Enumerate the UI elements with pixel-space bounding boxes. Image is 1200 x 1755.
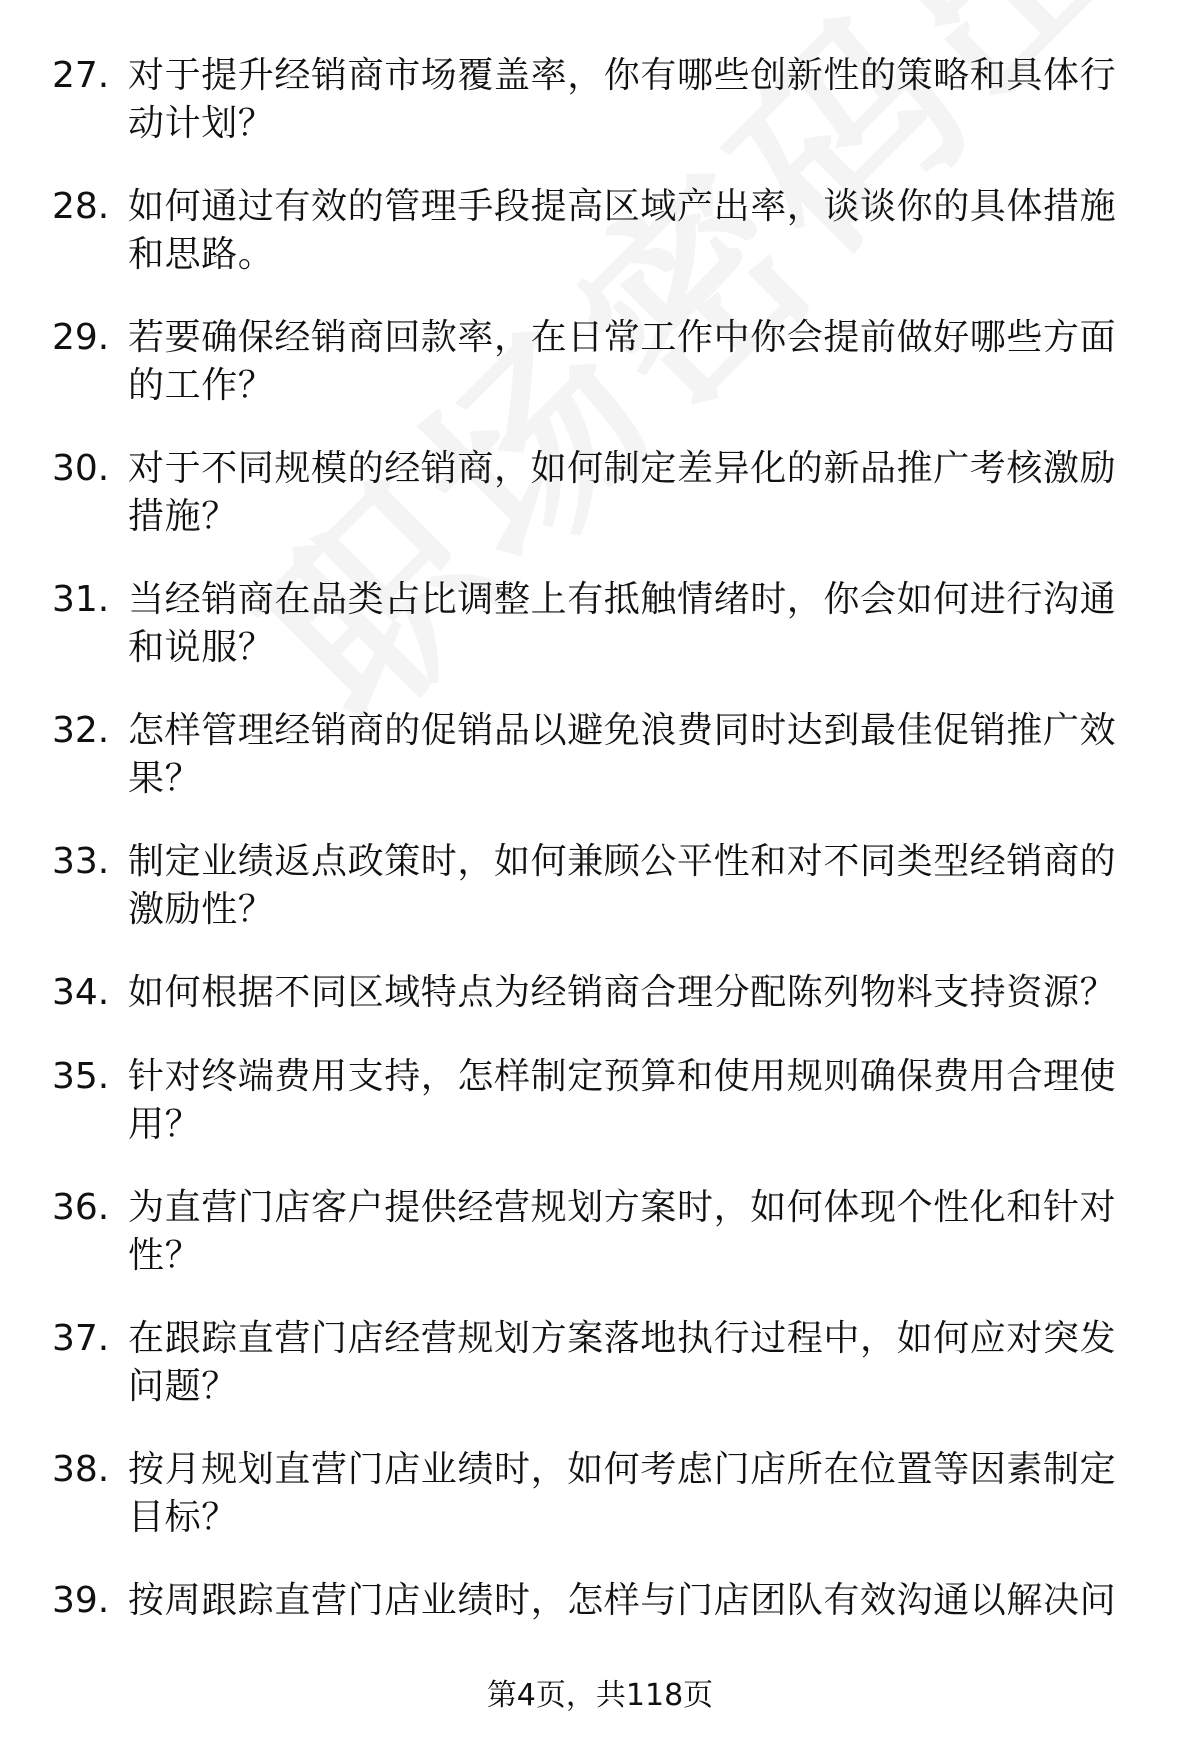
question-item [0, 445, 1200, 576]
question-item [0, 1577, 1200, 1661]
question-number: 30. [52, 448, 110, 489]
question-item [0, 1184, 1200, 1315]
question-number: 33. [52, 841, 110, 882]
question-item [0, 183, 1200, 314]
question-text: 对于提升经销商市场覆盖率，你有哪些创新性的策略和具体行动计划？ [128, 55, 1117, 144]
question-text: 对于不同规模的经销商，如何制定差异化的新品推广考核激励措施？ [128, 448, 1117, 537]
question-item [0, 969, 1200, 1053]
question-text: 针对终端费用支持，怎样制定预算和使用规则确保费用合理使用？ [128, 1056, 1117, 1145]
question-item [0, 314, 1200, 445]
question-text: 如何根据不同区域特点为经销商合理分配陈列物料支持资源？ [128, 972, 1117, 1013]
question-item [0, 707, 1200, 838]
question-text: 怎样管理经销商的促销品以避免浪费同时达到最佳促销推广效果？ [128, 710, 1117, 799]
question-text: 为直营门店客户提供经营规划方案时，如何体现个性化和针对性？ [128, 1187, 1117, 1276]
question-item [0, 838, 1200, 969]
question-item [0, 1053, 1200, 1184]
question-number: 36. [52, 1187, 110, 1228]
question-text: 当经销商在品类占比调整上有抵触情绪时，你会如何进行沟通和说服？ [128, 579, 1117, 668]
question-list [0, 52, 1200, 1661]
question-text: 若要确保经销商回款率，在日常工作中你会提前做好哪些方面的工作？ [128, 317, 1117, 406]
question-number: 29. [52, 317, 110, 358]
question-number: 37. [52, 1318, 110, 1359]
question-number: 32. [52, 710, 110, 751]
question-number: 35. [52, 1056, 110, 1097]
question-item [0, 52, 1200, 183]
page-footer: 第4页，共118页 [486, 1678, 714, 1713]
question-number: 39. [52, 1580, 110, 1621]
question-item [0, 576, 1200, 707]
question-number: 28. [52, 186, 110, 227]
question-item [0, 1315, 1200, 1446]
question-text: 制定业绩返点政策时，如何兼顾公平性和对不同类型经销商的激励性？ [128, 841, 1117, 930]
question-number: 31. [52, 579, 110, 620]
question-text: 按周跟踪直营门店业绩时，怎样与门店团队有效沟通以解决问 [128, 1580, 1117, 1621]
question-number: 27. [52, 55, 110, 96]
question-text: 在跟踪直营门店经营规划方案落地执行过程中，如何应对突发问题？ [128, 1318, 1117, 1407]
question-text: 如何通过有效的管理手段提高区域产出率，谈谈你的具体措施和思路。 [128, 186, 1117, 275]
question-number: 34. [52, 972, 110, 1013]
question-text: 按月规划直营门店业绩时，如何考虑门店所在位置等因素制定目标？ [128, 1449, 1117, 1538]
question-number: 38. [52, 1449, 110, 1490]
question-item [0, 1446, 1200, 1577]
